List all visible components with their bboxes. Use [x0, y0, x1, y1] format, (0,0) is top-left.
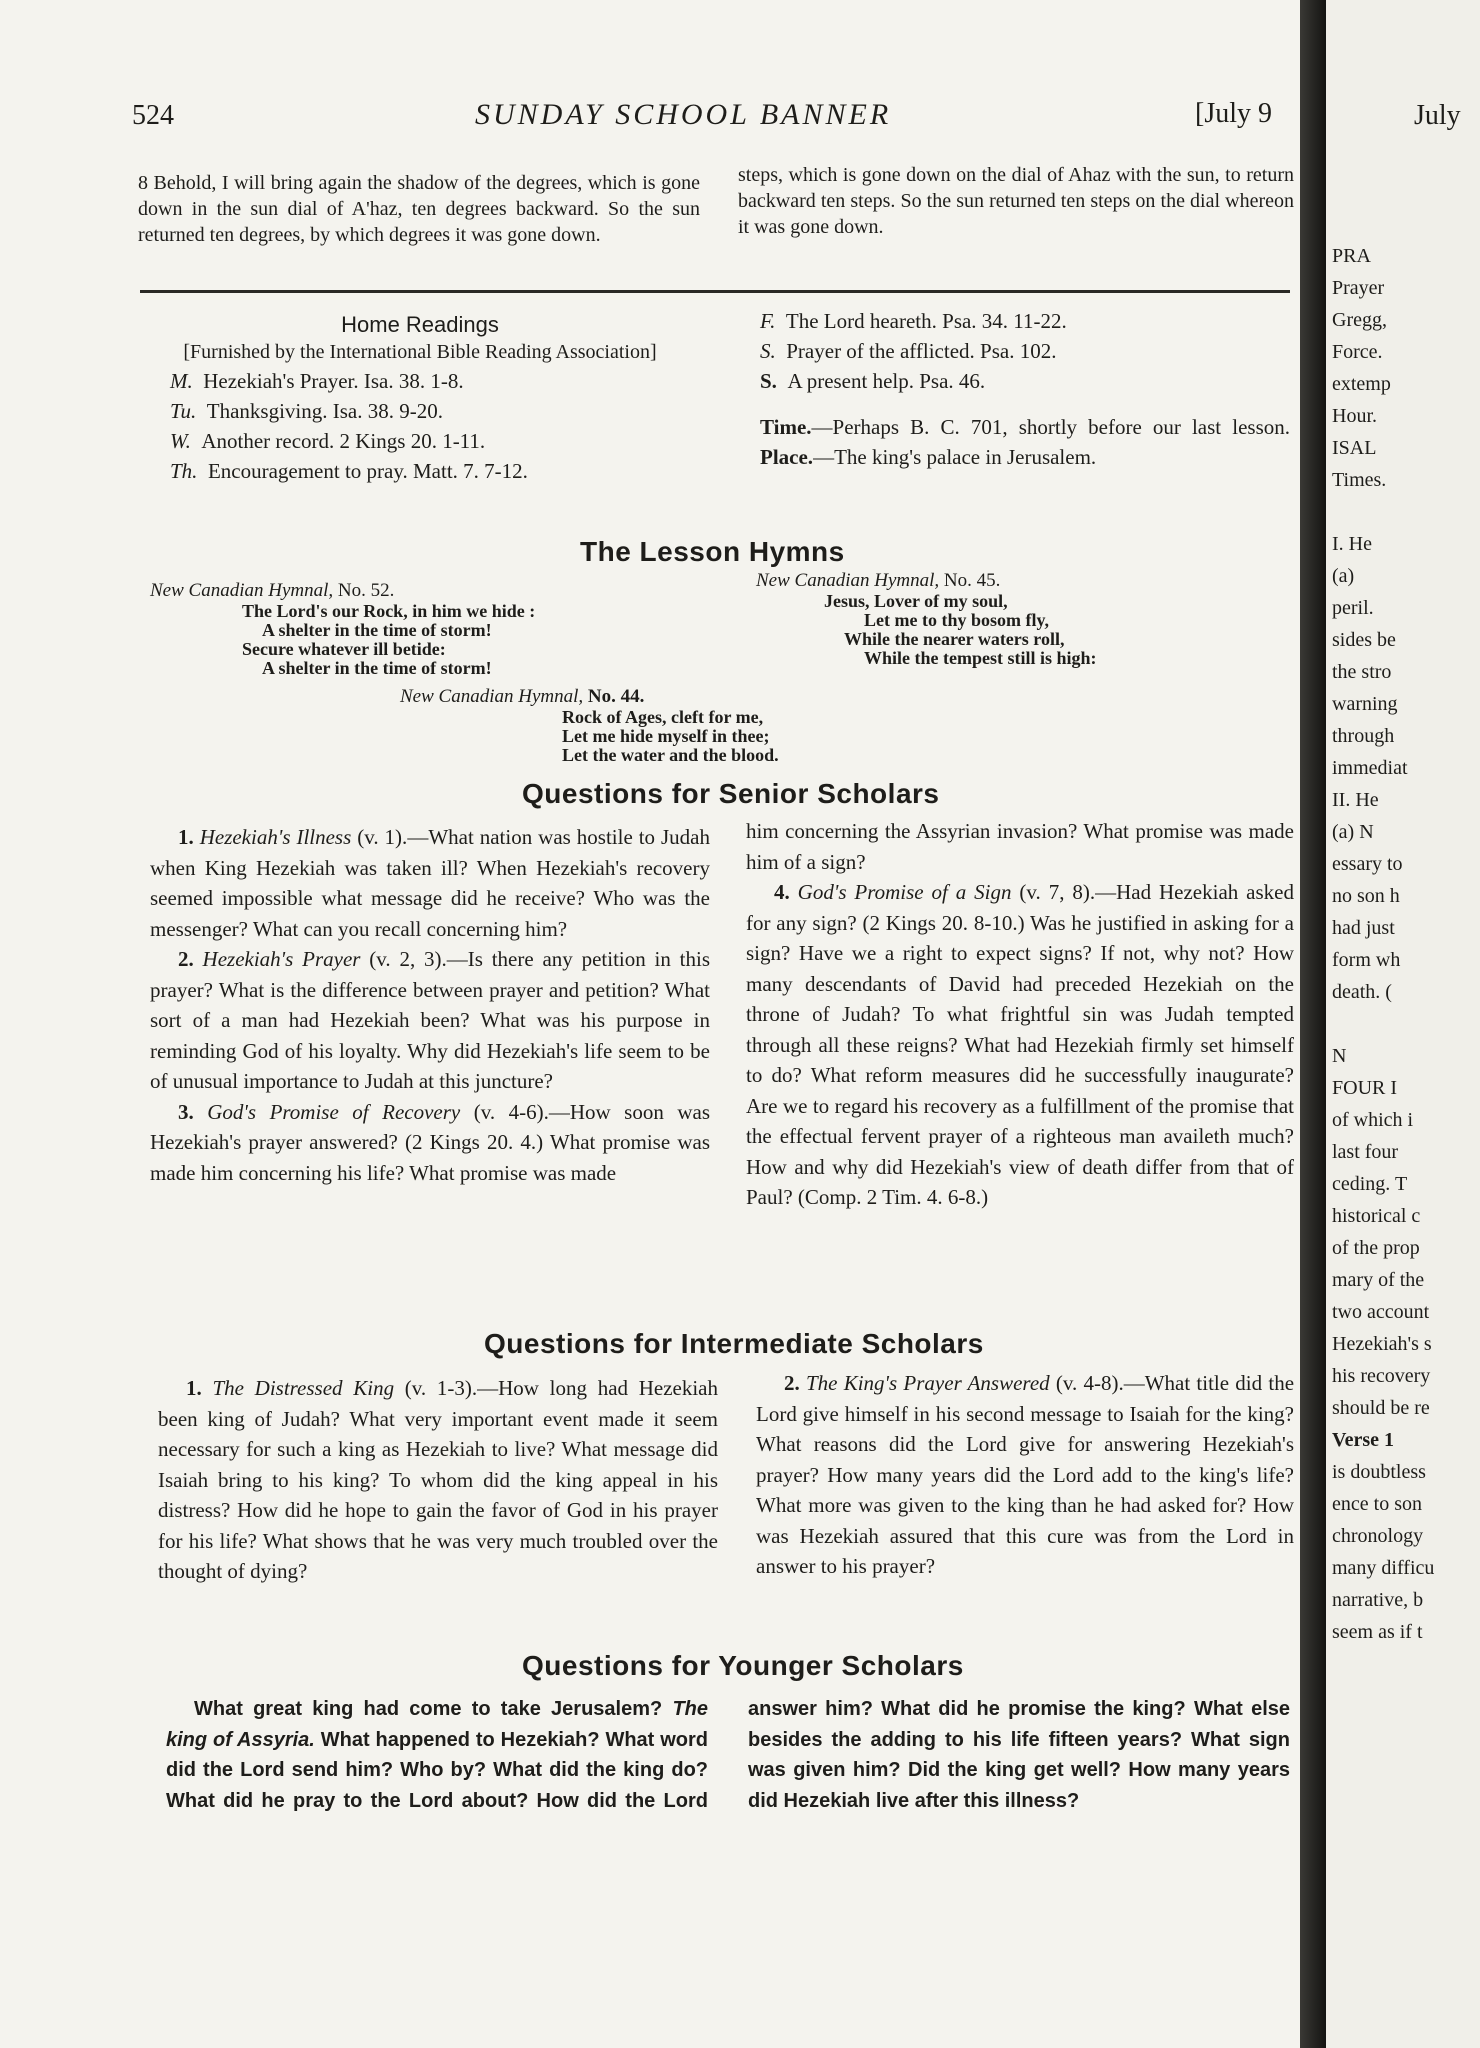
running-title: SUNDAY SCHOOL BANNER — [475, 98, 892, 131]
intermediate-question-1: 1. The Distressed King (v. 1-3).—How long had Hezekiah been king of Judah? What very important event made it seem necessary for such a king as Hezekiah to live? What message did Isaiah bring to his king? To whom did the king appeal in his distress? How did he hope to gain the favor of God in his prayer for his life? What shows that he was very much troubled over the thought of dying? — [158, 1376, 718, 1583]
home-readings-title: Home Readings — [341, 312, 499, 337]
scripture-verse-8-revised: steps, which is gone down on the dial of Ahaz with the sun, to return backward ten steps. So the sun returned ten steps on the dial whereon it was gone down. — [738, 164, 1294, 238]
senior-questions-left — [150, 822, 710, 1188]
younger-answer: The king of Assyria. — [166, 1698, 708, 1751]
place-label: Place. — [760, 445, 814, 469]
hymn-source: New Canadian Hymnal, No. 45. — [756, 570, 1001, 591]
scripture-verse-8: 8 Behold, I will bring again the shadow of the degrees, which is gone down in the sun dial of A'haz, ten degrees backward. So the sun returned ten degrees, by which degrees it was gone down. — [138, 172, 700, 246]
hymn-verse: Rock of Ages, cleft for me, Let me hide myself in thee; Let the water and the blood. — [562, 707, 779, 765]
reading-item: W. Another record. 2 Kings 20. 1-11. — [170, 429, 486, 453]
home-readings — [140, 312, 700, 486]
home-readings-list — [170, 366, 700, 486]
reading-item: M. Hezekiah's Prayer. Isa. 38. 1-8. — [170, 369, 464, 393]
home-readings-continued — [760, 306, 1290, 472]
time-label: Time. — [760, 415, 812, 439]
younger-questions-text: What great king had come to take Jerusalem? The king of Assyria. What happened to Hezekiah? What word did the Lord send him? Who by? What did the king do? What did he pray to the Lord about? How did the Lord answer him? What did he promise the king? What else besides the adding to his life fifteen years? What sign was given him? Did the king get well? How many years did Hezekiah live after this illness? — [166, 1698, 1290, 1812]
section-divider — [140, 290, 1290, 293]
hymn-45 — [756, 570, 1097, 668]
younger-questions-title: Questions for Younger Scholars — [522, 1650, 964, 1681]
home-readings-subtitle: [Furnished by the International Bible Reading Association] — [183, 341, 657, 363]
page-number: 524 — [132, 100, 174, 131]
running-date: [July 9 — [1195, 98, 1272, 129]
scripture-column-left — [138, 170, 700, 248]
hymn-verse: The Lord's our Rock, in him we hide : A shelter in the time of storm! Secure whatever ill betide: A shelter in the time of storm! — [242, 601, 536, 678]
senior-question-1: 1. Hezekiah's Illness (v. 1).—What nation was hostile to Judah when King Hezekiah was taken ill? When Hezekiah's recovery seemed impossible what message did he receive? Who was the messenger? What can you recall concerning him? — [150, 825, 711, 941]
facing-page-header: July — [1414, 100, 1461, 131]
hymn-source: New Canadian Hymnal, No. 44. — [400, 686, 645, 707]
reading-item: S. Prayer of the afflicted. Psa. 102. — [760, 339, 1057, 363]
place-text: —The king's palace in Jerusalem. — [813, 445, 1097, 469]
time-text: —Perhaps B. C. 701, shortly before our last lesson. — [811, 415, 1290, 439]
senior-question-3: 3. God's Promise of Recovery (v. 4-6).—How soon was Hezekiah's prayer answered? (2 Kings 20. 4.) What promise was made him concerning his life? What promise was made — [150, 1099, 711, 1185]
reading-item: Th. Encouragement to pray. Matt. 7. 7-12. — [170, 459, 528, 483]
senior-question-3-continued: him concerning the Assyrian invasion? What promise was made him of a sign? — [746, 819, 1294, 874]
facing-page-edge — [1326, 0, 1480, 2048]
facing-page-text: PRA Prayer Gregg, Force. extemp Hour. ISAL Times. I. He (a) peril. sides be the stro warning through immediat II. He (a) N essary to no son h had just form wh death. ( N FOUR I of which i last four ceding. T historical c of the prop mary of the two account Hezekiah's s his recovery should be re Verse 1 is doubtless ence to son chronology many difficu narrative, b seem as if t — [1332, 245, 1435, 1643]
hymn-verse: Jesus, Lover of my soul, Let me to thy bosom fly, While the nearer waters roll, While the tempest still is high: — [824, 591, 1097, 668]
reading-item: F. The Lord heareth. Psa. 34. 11-22. — [760, 309, 1067, 333]
senior-questions-title: Questions for Senior Scholars — [522, 778, 940, 809]
intermediate-questions-left — [158, 1373, 718, 1587]
younger-questions — [166, 1694, 1290, 1816]
intermediate-question-2: 2. The King's Prayer Answered (v. 4-8).—What title did the Lord give himself in his second message to Isaiah for the king? What reasons did the Lord give for answering Hezekiah's prayer? How many years did the Lord add to the king's life? What more was given to the king than he had asked for? How was Hezekiah assured that this cure was from the Lord in answer to his prayer? — [756, 1371, 1295, 1578]
page-gutter — [1300, 0, 1326, 2048]
hymns-title: The Lesson Hymns — [580, 536, 845, 567]
senior-question-2: 2. Hezekiah's Prayer (v. 2, 3).—Is there any petition in this prayer? What is the difference between prayer and petition? What sort of a man had Hezekiah been? What was his purpose in reminding God of his loyalty. Why did Hezekiah's life seem to be of unusual importance to Judah at this juncture? — [150, 947, 711, 1093]
intermediate-questions-right — [756, 1368, 1294, 1582]
reading-item: Tu. Thanksgiving. Isa. 38. 9-20. — [170, 399, 444, 423]
hymn-52 — [150, 580, 535, 678]
scripture-column-right — [738, 162, 1294, 240]
hymn-source: New Canadian Hymnal, No. 52. — [150, 580, 395, 601]
senior-questions-right — [746, 816, 1294, 1213]
time-place — [760, 412, 1290, 472]
intermediate-questions-title: Questions for Intermediate Scholars — [484, 1328, 984, 1359]
hymn-44 — [400, 686, 779, 765]
senior-question-4: 4. God's Promise of a Sign (v. 7, 8).—Had Hezekiah asked for any sign? (2 Kings 20. 8-10.) Was he justified in asking for a sign? Have we a right to expect signs? If not, why not? How many descendants of David had preceded Hezekiah on the throne of Judah? To what frightful sin was Judah tempted through all these reigns? What had Hezekiah firmly set himself to do? What reform measures did he successfully inaugurate? Are we to regard his recovery as a fulfillment of the promise that the effectual fervent prayer of a righteous man availeth much? How and why did Hezekiah's view of death differ from that of Paul? (Comp. 2 Tim. 4. 6-8.) — [746, 880, 1294, 1209]
reading-item: S. A present help. Psa. 46. — [760, 369, 986, 393]
